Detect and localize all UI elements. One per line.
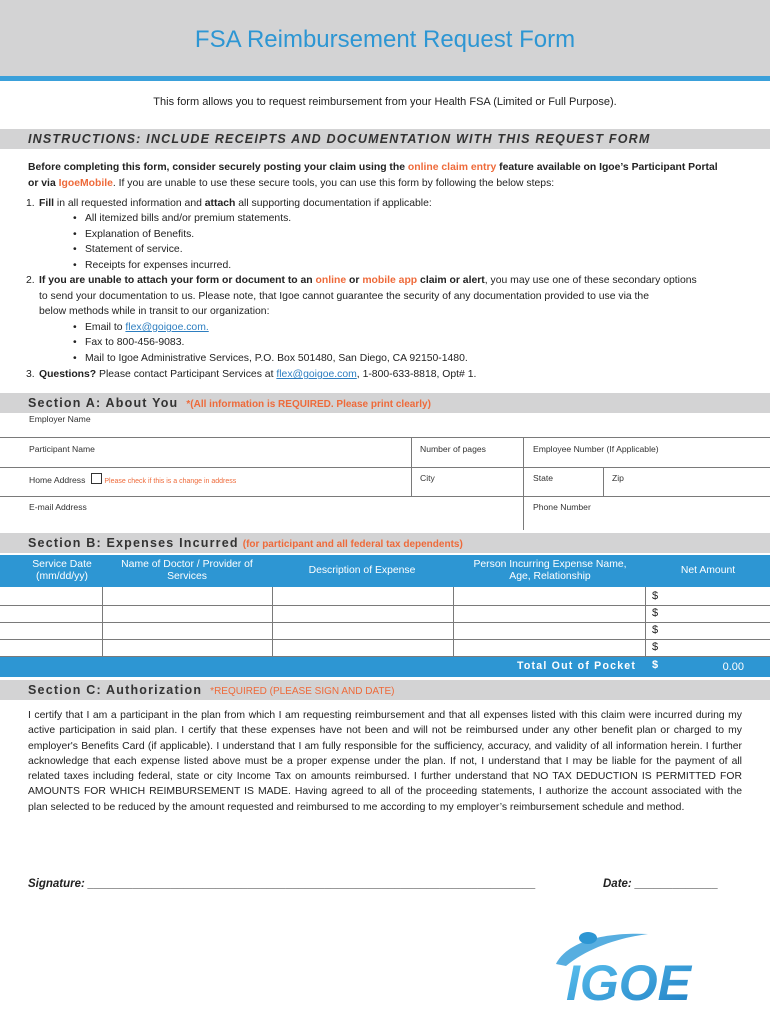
home-address-label: Home Address Please check if this is a change in address	[29, 475, 237, 485]
field-divider	[523, 496, 524, 530]
total-currency: $	[652, 659, 659, 671]
table-col-divider	[645, 587, 646, 657]
net-amount-currency: $	[652, 590, 659, 602]
city-label: City	[420, 473, 435, 483]
net-amount-currency: $	[652, 607, 659, 619]
header-accent-bar	[0, 76, 770, 81]
igoemobile-link[interactable]: IgoeMobile	[58, 178, 113, 189]
list-item-mail: • Mail to Igoe Administrative Services, P.O. Box 501480, San Diego, CA 92150-1480.	[73, 351, 468, 367]
employer-name-label: Employer Name	[29, 414, 91, 424]
total-bar	[0, 657, 770, 677]
questions-email-link[interactable]: flex@goigoe.com	[276, 369, 357, 380]
col-provider: Name of Doctor / Provider of Services	[121, 559, 253, 582]
step-3-number: 3.	[26, 369, 35, 380]
step-2-line2: to send your documentation to us. Please note, that Igoe cannot guarantee the security of any documentation provided to use via the	[39, 291, 649, 302]
phone-label: Phone Number	[533, 502, 591, 512]
field-divider	[523, 467, 524, 496]
section-c-note: *REQUIRED (PLEASE SIGN AND DATE)	[210, 686, 395, 697]
step-2-number: 2.	[26, 275, 35, 286]
list-item-fax: • Fax to 800-456-9083.	[73, 335, 184, 351]
field-divider	[603, 467, 604, 496]
participant-name-label: Participant Name	[29, 444, 95, 454]
total-label: Total Out of Pocket	[517, 660, 637, 672]
zip-label: Zip	[612, 473, 624, 483]
col-net-amount: Net Amount	[680, 565, 736, 576]
col-description: Description of Expense	[308, 565, 416, 576]
email-label: E-mail Address	[29, 502, 87, 512]
list-item-email: • Email to flex@goigoe.com.	[73, 320, 209, 336]
participant-row-field[interactable]	[0, 467, 770, 468]
table-row[interactable]	[0, 605, 770, 606]
section-a-note: *(All information is REQUIRED. Please print clearly)	[186, 399, 431, 410]
step-1-text: Fill in all requested information and attach all supporting documentation if applicable:	[39, 198, 432, 209]
authorization-paragraph: I certify that I am a participant in the plan from which I am requesting reimbursement and that all expenses listed with this claim were incurred during my active participation in said plan. I certify that these expenses have not been and will not be reimbursed under any other benefit plan or charged to my employer's Benefits Card (if applicable). I understand that I am fully responsible for the sufficiency, accuracy, and validity of all information herein. I further acknowledge that each expense listed above must be a proper expense under the plan. If not, I understand that I may be liable for the payment of all related taxes including federal, state or city Income Tax on amounts reimbursed. I further understand that NO TAX DEDUCTION IS PERMITTED FOR AMOUNTS FOR WHICH REIMBURSEMENT IS MADE. Having agreed to all of the proceeding statements, I authorize the account associated with the plan selected to be reduced by the amount requested and reimbursed to me according to my employer’s reimbursement schedule and method.	[28, 710, 742, 813]
field-divider	[411, 467, 412, 496]
step-3-text: Questions? Please contact Participant Services at flex@goigoe.com, 1-800-633-8818, Opt# 1.	[39, 369, 477, 380]
number-of-pages-label: Number of pages	[420, 444, 486, 454]
logo-text: IGOE	[566, 955, 692, 1006]
table-row[interactable]	[0, 622, 770, 623]
page-title: FSA Reimbursement Request Form	[194, 26, 576, 53]
employer-name-field[interactable]	[0, 437, 770, 438]
section-b-title: Section B: Expenses Incurred (for participant and all federal tax dependents)	[28, 536, 463, 550]
state-label: State	[533, 473, 554, 483]
step-2-text: If you are unable to attach your form or document to an online or mobile app claim or alert, you may use one of these secondary options	[39, 275, 697, 286]
col-person: Person Incurring Expense Name, Age, Relationship	[473, 559, 627, 582]
instructions-heading: INSTRUCTIONS: INCLUDE RECEIPTS AND DOCUMENTATION WITH THIS REQUEST FORM	[28, 132, 651, 146]
section-a-title: Section A: About You *(All information is REQUIRED. Please print clearly)	[28, 396, 431, 410]
list-item: • Explanation of Benefits.	[73, 227, 194, 243]
step-2-line3: below methods while in transit to our organization:	[39, 306, 270, 317]
igoe-logo	[548, 930, 748, 1006]
table-col-divider	[272, 587, 273, 657]
col-service-date: Service Date (mm/dd/yy)	[32, 559, 92, 582]
date-field[interactable]: Date: _____________	[603, 878, 719, 890]
step-1-number: 1.	[26, 198, 35, 209]
address-row-field[interactable]	[0, 496, 770, 497]
intro-text: This form allows you to request reimbursement from your Health FSA (Limited or Full Purpose).	[153, 96, 617, 108]
signature-field[interactable]: Signature: ______________________________________________________________________	[28, 878, 536, 890]
instructions-lead-line1: Before completing this form, consider securely posting your claim using the online claim entry feature available on Igoe’s Participant Portal	[28, 162, 718, 173]
list-item: • All itemized bills and/or premium statements.	[73, 211, 291, 227]
list-item: • Receipts for expenses incurred.	[73, 258, 231, 274]
total-value: 0.00	[722, 661, 744, 673]
instructions-lead-line2: or via IgoeMobile. If you are unable to use these secure tools, you can use this form by following the below steps:	[28, 178, 555, 189]
net-amount-currency: $	[652, 641, 659, 653]
address-change-checkbox[interactable]	[91, 473, 102, 484]
list-item: • Statement of service.	[73, 242, 183, 258]
section-b-note: (for participant and all federal tax dependents)	[242, 539, 463, 550]
table-col-divider	[102, 587, 103, 657]
net-amount-currency: $	[652, 624, 659, 636]
expense-table-header	[0, 555, 770, 587]
table-row[interactable]	[0, 639, 770, 640]
field-divider	[411, 437, 412, 467]
address-change-note: Please check if this is a change in address	[104, 478, 237, 485]
field-divider	[523, 437, 524, 467]
section-c-title: Section C: Authorization *REQUIRED (PLEASE SIGN AND DATE)	[28, 683, 395, 697]
online-claim-entry-link[interactable]: online claim entry	[407, 162, 497, 173]
email-link[interactable]: flex@goigoe.com.	[125, 322, 209, 333]
employee-number-label: Employee Number (If Applicable)	[533, 444, 659, 454]
table-col-divider	[453, 587, 454, 657]
